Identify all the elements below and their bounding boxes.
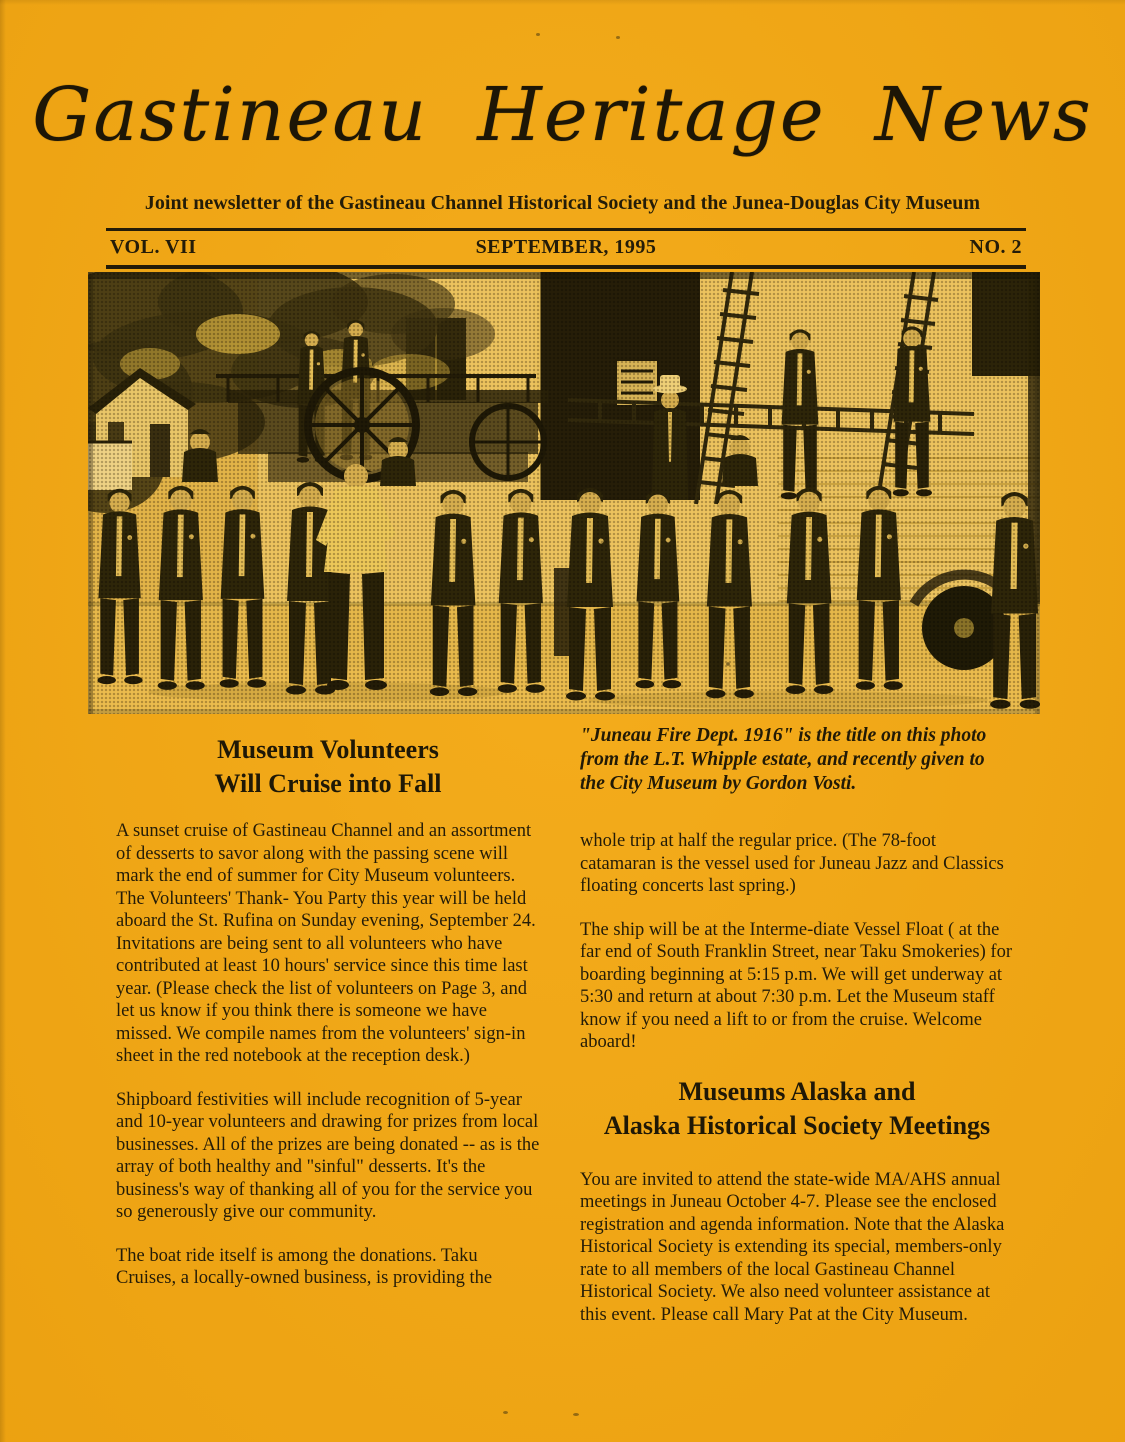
scan-speck — [573, 1413, 579, 1416]
article-left-heading-line1: Museum Volunteers — [217, 735, 439, 764]
fire-dept-1916-photo — [88, 272, 1040, 714]
issue-date-label: SEPTEMBER, 1995 — [475, 236, 657, 258]
issue-number-label: NO. 2 — [969, 236, 1022, 258]
poster-in-doorway — [616, 360, 658, 406]
article-right-heading — [580, 1075, 1014, 1143]
article-left-heading-line2: Will Cruise into Fall — [214, 769, 442, 798]
scan-speck — [616, 36, 620, 39]
article-left — [116, 733, 540, 1311]
article-right — [580, 830, 1014, 1347]
masthead-title: Gastineau Heritage News — [32, 72, 1093, 158]
article-left-paragraph-3: The boat ride itself is among the donations. Taku Cruises, a locally-owned business, is providing the — [116, 1245, 493, 1288]
article-left-heading — [116, 733, 540, 801]
article-right-paragraph-1: You are invited to attend the state-wide MA/AHS annual meetings in Juneau October 4-7. Please see the enclosed registration and agenda information. Note that the Alaska Historical Society is extending its special, members-only rate to all members of the local Gastineau Channel Historical Society. We also need volunteer assistance at this event. Please call Mary Pat at the City Museum. — [580, 1169, 1005, 1325]
volume-label: VOL. VII — [110, 236, 197, 258]
article-right-heading-line1: Museums Alaska and — [678, 1076, 916, 1106]
scan-speck — [536, 33, 540, 36]
pump-stand — [554, 568, 570, 656]
article-right-heading-line2: Alaska Historical Society Meetings — [603, 1110, 991, 1140]
volume-date-bar — [106, 228, 1026, 269]
photo-caption: "Juneau Fire Dept. 1916" is the title on this photo from the L.T. Whipple estate, and recently given to the City Museum by Gordon Vosti. — [580, 725, 987, 794]
scan-speck — [503, 1411, 508, 1414]
article-right-paragraph-continued-1: whole trip at half the regular price. (The 78-foot catamaran is the vessel used for Juneau Jazz and Classics floating concerts last spring.) — [580, 831, 1004, 896]
fire-dept-photo-art — [88, 272, 1040, 714]
article-left-paragraph-2: Shipboard festivities will include recognition of 5-year and 10-year volunteers and drawing for prizes from local businesses. All of the prizes are being donated -- as is the array of both healthy and "sinful" desserts. It's the business's way of thanking all of you for the service you so generously give our community. — [116, 1089, 540, 1222]
masthead-subtitle: Joint newsletter of the Gastineau Channel Historical Society and the Junea-Douglas City Museum — [144, 192, 981, 214]
article-left-paragraph-1: A sunset cruise of Gastineau Channel and an assortment of desserts to savor along with the passing scene will mark the end of summer for City Museum volunteers. The Volunteers' Thank- You Party this year will be held aboard the St. Rufina on Sunday evening, September 24. Invitations are being sent to all volunteers who have contributed at least 10 hours' service since this time last year. (Please check the list of volunteers on Page 3, and let us know if you think there is someone we have missed. We compile names from the volunteers' sign-in sheet in the red notebook at the reception desk.) — [116, 821, 536, 1066]
article-right-paragraph-continued-2: The ship will be at the Interme-diate Vessel Float ( at the far end of South Franklin Street, near Taku Smokeries) for boarding beginning at 5:15 p.m. We will get underway at 5:30 and return at about 7:30 p.m. Let the Museum staff know if you need a lift to or from the cruise. Welcome aboard! — [580, 919, 1012, 1052]
